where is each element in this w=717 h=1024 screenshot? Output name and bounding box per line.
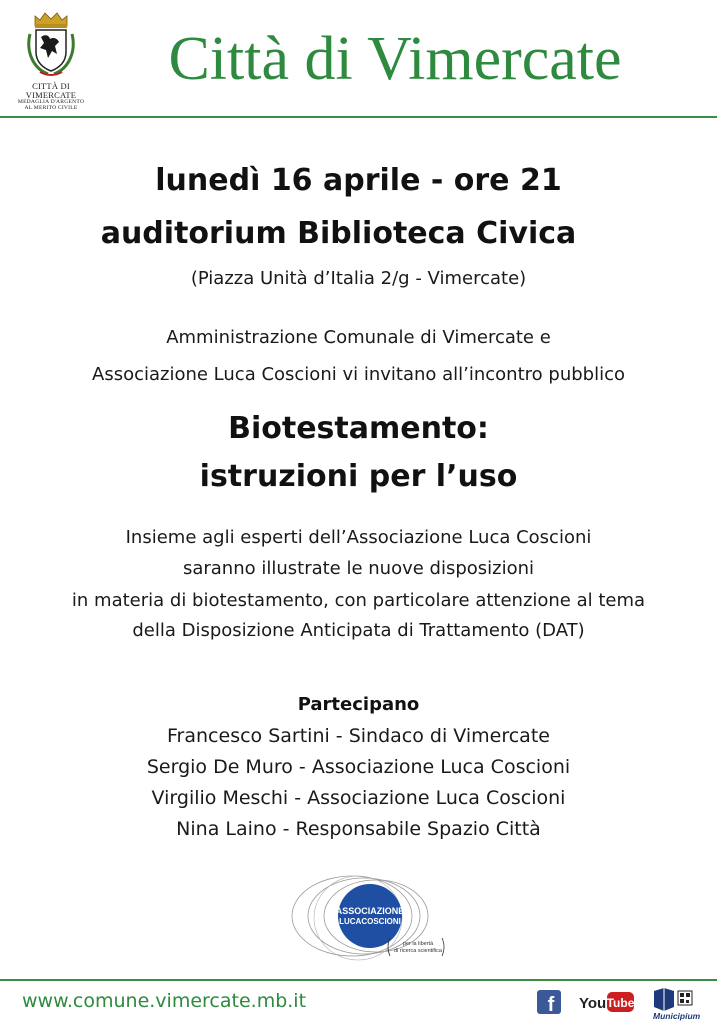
invite-line-2: Associazione Luca Coscioni vi invitano all’incontro pubblico xyxy=(92,364,625,385)
crest-medal-label-1: MEDAGLIA D'ARGENTO xyxy=(17,98,85,105)
invite-line-1: Amministrazione Comunale di Vimercate e xyxy=(166,327,551,348)
municipium-label: Municipium xyxy=(653,1011,701,1021)
facebook-icon[interactable] xyxy=(537,990,561,1014)
website-link[interactable]: www.comune.vimercate.mb.it xyxy=(22,990,307,1012)
event-venue: auditorium Biblioteca Civica xyxy=(100,216,577,251)
participant-item: Sergio De Muro - Associazione Luca Coscioni xyxy=(146,756,571,778)
description-line: Insieme agli esperti dell’Associazione Luca Coscioni xyxy=(125,527,592,548)
participant-item: Francesco Sartini - Sindaco di Vimercate xyxy=(167,725,550,747)
event-address: (Piazza Unità d’Italia 2/g - Vimercate) xyxy=(190,268,527,289)
youtube-tube: Tube xyxy=(606,996,634,1010)
event-topic-line-2: istruzioni per l’uso xyxy=(199,459,518,494)
page-title: Città di Vimercate xyxy=(168,25,622,93)
participant-item: Virgilio Meschi - Associazione Luca Coscioni xyxy=(151,787,566,809)
logo-line-1: ASSOCIAZIONE xyxy=(335,906,405,916)
footer-divider xyxy=(0,979,717,981)
facebook-letter: f xyxy=(547,994,555,1014)
header-divider xyxy=(0,116,717,118)
participants-heading: Partecipano xyxy=(297,694,420,715)
crest-city-label: CITTÀ DI VIMERCATE xyxy=(25,81,77,100)
event-topic-line-1: Biotestamento: xyxy=(228,411,489,446)
logo-tagline-1: per la libertà xyxy=(402,941,434,947)
participant-item: Nina Laino - Responsabile Spazio Città xyxy=(176,818,541,840)
youtube-you: You xyxy=(579,995,607,1012)
city-crest-icon xyxy=(22,10,80,80)
logo-tagline-2: di ricerca scientifica xyxy=(394,948,442,954)
crest-caption xyxy=(8,82,94,112)
event-date-time: lunedì 16 aprile - ore 21 xyxy=(155,163,562,198)
crest-medal-label-2: AL MERITO CIVILE xyxy=(24,104,78,111)
description-line: saranno illustrate le nuove disposizioni xyxy=(182,558,535,579)
association-logo xyxy=(286,872,446,964)
description-line: della Disposizione Anticipata di Trattamento (DAT) xyxy=(132,620,585,641)
youtube-icon[interactable] xyxy=(578,990,634,1014)
logo-line-2: LUCACOSCIONI xyxy=(339,917,401,926)
description-line: in materia di biotestamento, con particolare attenzione al tema xyxy=(71,590,646,611)
municipium-logo[interactable] xyxy=(652,987,708,1021)
